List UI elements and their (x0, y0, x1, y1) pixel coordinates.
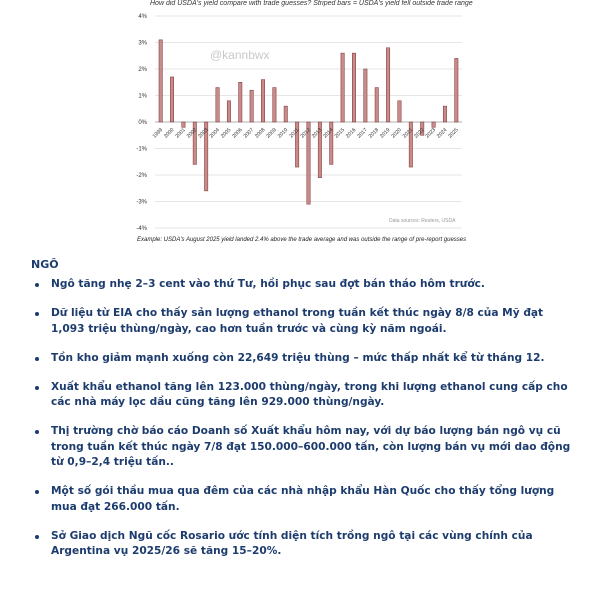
list-item-text: Ngô tăng nhẹ 2–3 cent vào thứ Tư, hồi phục sau đợt bán tháo hôm trước. (51, 278, 485, 290)
chart-plot (0, 0, 600, 250)
y-tick-label: 4% (138, 14, 147, 20)
x-tick-label: 2014 (322, 127, 335, 140)
y-tick-label: 3% (138, 40, 147, 47)
bar (364, 69, 367, 122)
x-tick-label: 2008 (254, 127, 267, 140)
list-item (31, 380, 576, 411)
bullet-dot-icon (35, 430, 39, 434)
y-tick-label: 0% (138, 120, 147, 126)
x-tick-label: 2001 (174, 127, 187, 140)
x-tick-label: 2018 (367, 127, 381, 140)
x-tick-label: 2024 (435, 127, 449, 140)
x-tick-label: 2003 (197, 127, 210, 140)
chart-source: Data sources: Reuters, USDA (389, 218, 456, 224)
x-tick-label: 2002 (185, 127, 199, 140)
list-item (31, 484, 576, 515)
list-item (31, 351, 576, 367)
bar (239, 82, 242, 122)
x-tick-label: 2023 (424, 127, 437, 140)
list-item (31, 529, 576, 560)
chart-watermark: @kannbwx (210, 48, 270, 62)
y-tick-label: -4% (136, 226, 147, 232)
y-tick-label: -1% (136, 146, 147, 153)
x-tick-label: 1999 (151, 127, 165, 140)
bar (432, 122, 435, 127)
section-heading: NGÔ (31, 258, 59, 271)
bar (375, 88, 378, 122)
bullet-dot-icon (35, 386, 39, 390)
x-tick-label: 2006 (231, 127, 244, 140)
bar (227, 101, 230, 122)
chart-caption: Example: USDA's August 2025 yield landed 2.4% above the trade average and was outside the range of pre-report guesses (137, 237, 467, 243)
x-tick-label: 2020 (390, 127, 403, 140)
bar (159, 40, 162, 122)
y-tick-label: 2% (138, 67, 147, 73)
chart-title: How did USDA's yield compare with trade guesses? Striped bars = USDA's yield fell outside trade range (150, 0, 473, 7)
list-item-text: Thị trường chờ báo cáo Doanh số Xuất khẩu hôm nay, với dự báo lượng bán ngô vụ cũ trong tuần kết thúc ngày 7/8 đạt 150.000–600.000 tấn, còn lượng bán vụ mới dao động từ 0,9–2,4 triệu tấn.. (51, 425, 571, 468)
list-item (31, 277, 576, 293)
x-tick-label: 2010 (276, 127, 290, 140)
bar (216, 88, 219, 122)
bar (273, 88, 276, 122)
x-tick-label: 2000 (163, 127, 176, 140)
x-tick-label: 2016 (344, 127, 358, 140)
bar (341, 53, 344, 122)
list-item-text: Dữ liệu từ EIA cho thấy sản lượng ethanol trong tuần kết thúc ngày 8/8 của Mỹ đạt 1,093 triệu thùng/ngày, cao hơn tuần trước và cùng kỳ năm ngoái. (51, 307, 544, 335)
yield-chart (0, 0, 600, 250)
bullet-dot-icon (35, 490, 39, 494)
x-tick-label: 2019 (379, 127, 392, 140)
list-item (31, 424, 576, 471)
x-tick-label: 2025 (447, 127, 460, 140)
bullet-dot-icon (35, 283, 39, 287)
list-item-text: Xuất khẩu ethanol tăng lên 123.000 thùng/ngày, trong khi lượng ethanol cung cấp cho các nhà máy lọc dầu cũng tăng lên 929.000 thùng/ngày. (51, 380, 568, 408)
x-tick-label: 2022 (413, 127, 426, 140)
x-tick-label: 2012 (299, 127, 312, 140)
x-tick-label: 2011 (288, 127, 301, 140)
bar (250, 90, 253, 122)
corn-section (31, 258, 576, 573)
x-tick-label: 2015 (333, 127, 347, 140)
bar (455, 58, 458, 122)
bullet-dot-icon (35, 535, 39, 539)
x-tick-label: 2009 (265, 127, 278, 140)
x-tick-label: 2004 (208, 127, 221, 140)
bar (182, 122, 185, 127)
x-tick-label: 2017 (356, 127, 369, 140)
y-tick-label: -2% (136, 173, 147, 179)
list-item-text: Tồn kho giảm mạnh xuống còn 22,649 triệu thùng – mức thấp nhất kể từ tháng 12. (51, 351, 545, 364)
bar (398, 101, 401, 122)
x-tick-label: 2005 (219, 127, 233, 140)
bar (352, 53, 355, 122)
y-tick-label: -3% (136, 199, 147, 206)
bullet-list (31, 277, 576, 560)
x-tick-label: 2007 (242, 127, 256, 140)
list-item (31, 306, 576, 337)
x-tick-label: 2021 (401, 127, 415, 140)
bar (261, 80, 264, 122)
bar (443, 106, 446, 122)
bullet-dot-icon (35, 312, 39, 316)
bar (386, 48, 389, 122)
bar (284, 106, 287, 122)
y-tick-label: 1% (138, 93, 147, 100)
list-item-text: Một số gói thầu mua qua đêm của các nhà nhập khẩu Hàn Quốc cho thấy tổng lượng mua đạt 266.000 tấn. (51, 485, 555, 513)
x-tick-label: 2013 (310, 127, 324, 140)
bullet-dot-icon (35, 357, 39, 361)
bar (170, 77, 173, 122)
list-item-text: Sở Giao dịch Ngũ cốc Rosario ước tính diện tích trồng ngô tại các vùng chính của Argentina vụ 2025/26 sẽ tăng 15–20%. (51, 529, 533, 557)
